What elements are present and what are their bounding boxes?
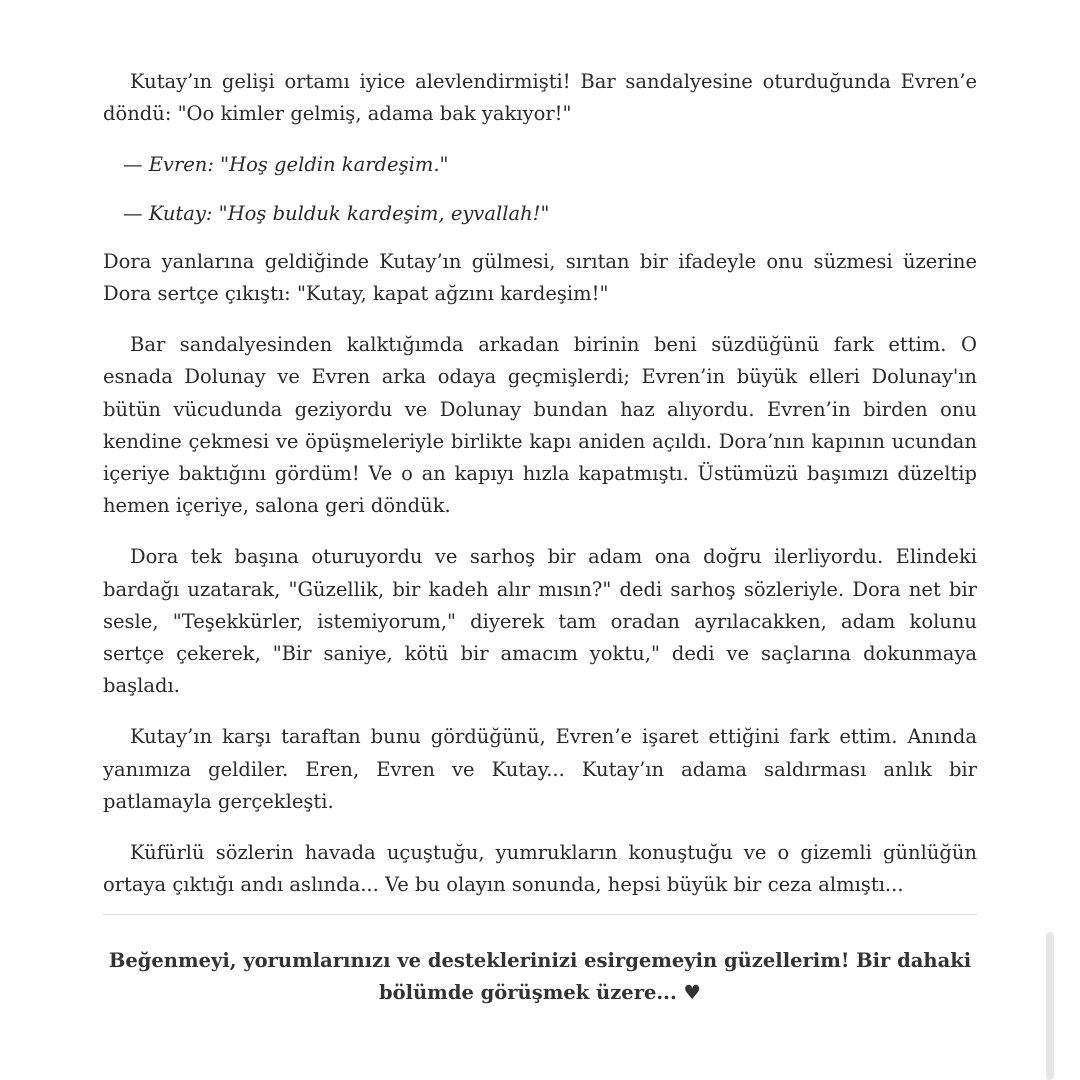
section-divider [103,914,977,915]
paragraph: Küfürlü sözlerin havada uçuştuğu, yumrukların konuştuğu ve o gizemli günlüğün ortaya çıktığı andı aslında... Ve bu olayın sonunda, hepsi büyük bir ceza almıştı... [103,841,977,897]
paragraph: Bar sandalyesinden kalktığımda arkadan birinin beni süzdüğünü fark ettim. O esnada Dolunay ve Evren arka odaya geçmişlerdi; Evren’in büyük elleri Dolunay'ın bütün vücudunda geziyordu ve Dolunay bundan haz alıyordu. Evren’in birden onu kendine çekmesi ve öpüşmeleriyle birlikte kapı aniden açıldı. Dora’nın kapının ucundan içeriye baktığını gördüm! Ve o an kapıyı hızla kapatmıştı. Üstümüzü başımızı düzeltip hemen içeriye, salona geri döndük. [103,333,977,518]
dialogue-line: — Evren: "Hoş geldin kardeşim." [123,153,449,177]
paragraph: Kutay’ın gelişi ortamı iyice alevlendirmişti! Bar sandalyesine oturduğunda Evren’e döndü: "Oo kimler gelmiş, adama bak yakıyor!" [103,70,977,126]
dialogue-line: — Kutay: "Hoş bulduk kardeşim, eyvallah!" [123,201,550,225]
paragraph: Dora tek başına oturuyordu ve sarhoş bir adam ona doğru ilerliyordu. Elindeki bardağı uzatarak, "Güzellik, bir kadeh alır mısın?" dedi sarhoş sözleriyle. Dora net bir sesle, "Teşekkürler, istemiyorum," diyerek tam oradan ayrılacakken, adam kolunu sertçe çekerek, "Bir saniye, kötü bir amacım yoktu," dedi ve saçlarına dokunmaya başladı. [103,545,977,698]
paragraph: Dora yanlarına geldiğinde Kutay’ın gülmesi, sırıtan bir ifadeyle onu süzmesi üzerine Dora sertçe çıkıştı: "Kutay, kapat ağzını kardeşim!" [103,249,977,306]
closing-note: Beğenmeyi, yorumlarınızı ve desteklerinizi esirgemeyin güzellerim! Bir dahaki bölümde görüşmek üzere... ♥ [108,949,972,1004]
story-text [103,66,977,901]
paragraph: Kutay’ın karşı taraftan bunu gördüğünü, Evren’e işaret ettiğini fark ettim. Anında yanımıza geldiler. Eren, Evren ve Kutay... Kutay’ın adama saldırması anlık bir patlamayla gerçekleşti. [103,725,977,813]
scrollbar[interactable] [1046,932,1054,1080]
